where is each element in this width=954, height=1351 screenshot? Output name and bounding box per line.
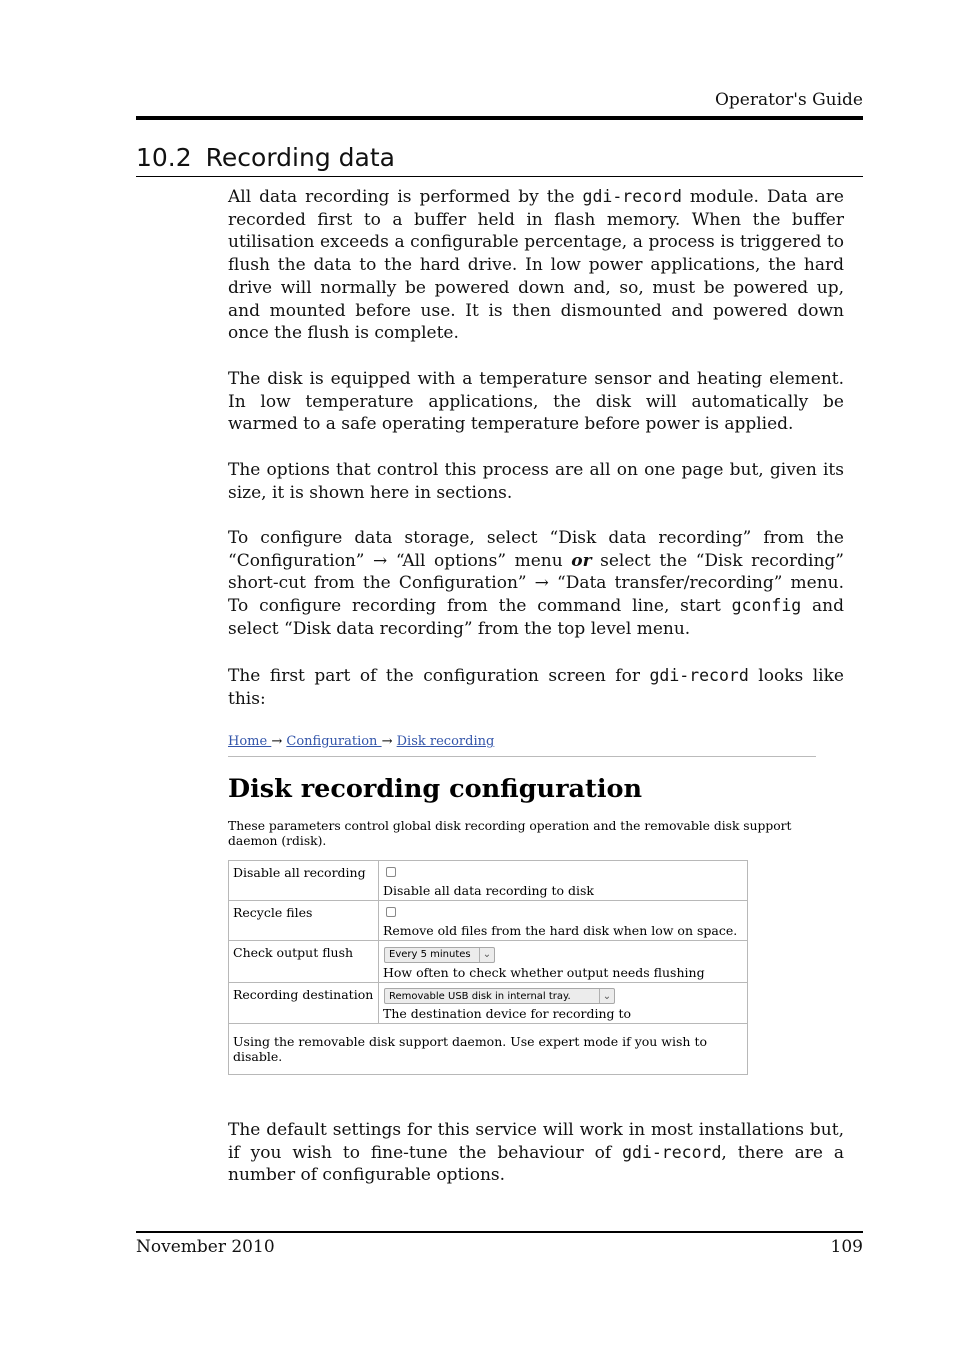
select-value: Every 5 minutes — [389, 949, 471, 960]
row-label: Check output flush — [229, 941, 379, 983]
recording-destination-select[interactable] — [384, 988, 615, 1004]
code-gdi-record: gdi-record — [582, 187, 682, 206]
chevron-down-icon: ⌄ — [599, 989, 614, 1003]
config-screenshot — [228, 734, 818, 1075]
table-row — [229, 982, 748, 1024]
table-row — [229, 941, 748, 983]
section-title: Recording data — [205, 143, 395, 172]
rdisk-notice: Using the removable disk support daemon. Use expert mode if you wish to disable. — [229, 1024, 748, 1075]
table-row — [229, 901, 748, 941]
row-description: How often to check whether output needs flushing — [383, 964, 705, 980]
row-description: Remove old files from the hard disk when low on space. — [383, 923, 738, 938]
text-run: The options that control this process are all on one page but, given its size, it is shown here in sections. — [228, 460, 844, 503]
breadcrumb-home-link[interactable]: Home — [228, 734, 272, 749]
row-label: Recycle files — [229, 901, 379, 941]
code-gconfig: gconfig — [731, 596, 802, 616]
select-value: Removable USB disk in internal tray. — [389, 990, 571, 1002]
row-label: Recording destination — [229, 982, 379, 1024]
recycle-files-checkbox[interactable] — [386, 907, 396, 917]
breadcrumb-arrow: → — [271, 734, 283, 749]
row-description: Disable all data recording to disk — [383, 883, 594, 898]
breadcrumb-arrow: → — [381, 734, 393, 749]
running-header: Operator's Guide — [714, 90, 863, 110]
row-description: The destination device for recording to — [383, 1006, 632, 1021]
code-gdi-record: gdi-record — [622, 1142, 722, 1162]
config-table — [228, 860, 748, 1075]
section-heading — [136, 143, 395, 172]
emphasis-or: or — [571, 550, 592, 571]
text-run: All data recording is performed by the — [228, 187, 583, 207]
text-run: The default settings for this service will work in most installations but, if you wish to fine-tune the behaviour of — [228, 1120, 844, 1163]
breadcrumb — [228, 734, 818, 756]
page-title: Disk recording configuration — [228, 774, 643, 804]
paragraph-2 — [228, 368, 844, 436]
row-control — [379, 901, 748, 941]
row-control — [379, 861, 748, 901]
breadcrumb-disk-recording-link[interactable]: Disk recording — [396, 734, 495, 749]
text-run: select the “Disk recording” short-cut from the Configuration” → “Data transfer/recording” menu. To configure recording from the command line, start — [228, 550, 844, 617]
breadcrumb-configuration-link[interactable]: Configuration — [286, 734, 382, 749]
text-run: The disk is equipped with a temperature sensor and heating element. In low temperature applications, the disk will automatically be warmed to a safe operating temperature before power is applied. — [228, 369, 844, 435]
paragraph-3 — [228, 459, 844, 504]
header-rule — [136, 116, 863, 120]
paragraph-5 — [228, 665, 844, 710]
row-label: Disable all recording — [229, 861, 379, 901]
footer-rule — [136, 1231, 863, 1233]
text-run: module. Data are recorded first to a buffer held in flash memory. When the buffer utilisation exceeds a configurable percentage, a process is triggered to flush the data to the hard drive. In low power applications, the hard drive will normally be powered down and, so, must be powered up, and mounted before use. It is then dismounted and powered down once the flush is complete. — [228, 187, 844, 344]
text-run: and select “Disk data recording” from the top level menu. — [228, 596, 844, 639]
text-run: To configure data storage, select “Disk data recording” from the “Configuration” → “All options” menu — [228, 528, 844, 571]
row-control — [379, 941, 748, 983]
page-number: 109 — [830, 1237, 863, 1257]
text-run: , there are a number of configurable options. — [228, 1142, 844, 1186]
text-run: The first part of the configuration screen for — [228, 666, 650, 686]
code-gdi-record: gdi-record — [649, 666, 749, 685]
row-control — [379, 982, 748, 1024]
table-row — [229, 1024, 748, 1075]
chevron-down-icon: ⌄ — [479, 948, 494, 962]
section-rule — [136, 176, 863, 177]
text-run: looks like this: — [228, 666, 844, 709]
breadcrumb-rule — [228, 756, 816, 757]
section-number: 10.2 — [136, 143, 192, 172]
table-row — [229, 861, 748, 901]
footer-date: November 2010 — [136, 1237, 275, 1257]
paragraph-4 — [228, 527, 844, 641]
check-flush-select[interactable] — [384, 947, 495, 963]
paragraph-6 — [228, 1119, 844, 1187]
paragraph-1 — [228, 186, 844, 345]
disable-recording-checkbox[interactable] — [386, 867, 396, 877]
page-intro: These parameters control global disk recording operation and the removable disk support daemon (rdisk). — [228, 819, 792, 848]
